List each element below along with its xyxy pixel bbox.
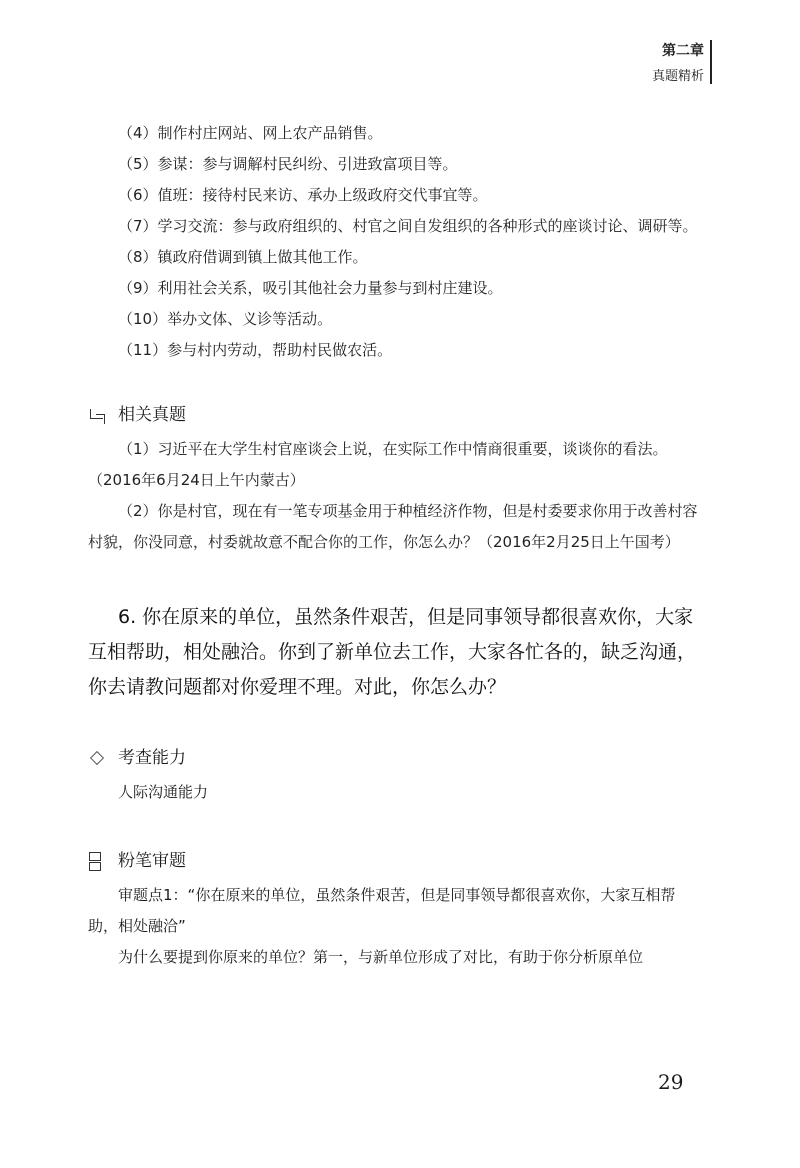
list-item: （5）参谋：参与调解村民纠纷、引进致富项目等。 (118, 155, 458, 173)
analysis-body: 为什么要提到你原来的单位？第一，与新单位形成了对比，有助于你分析原单位 (118, 948, 644, 966)
analysis-heading (88, 846, 700, 876)
ability-text: 人际沟通能力 (118, 783, 209, 801)
chapter-subtitle: 真题精析 (651, 69, 704, 84)
list-item: （4）制作村庄网站、网上农产品销售。 (118, 124, 383, 142)
chapter-title: 第二章 (662, 43, 704, 59)
analysis-point: 审题点1：“你在原来的单位，虽然条件艰苦，但是同事领导都很喜欢你，大家互相帮助，相处融洽” (88, 886, 676, 935)
section-marker-icon (88, 749, 106, 767)
related-heading-label: 相关真题 (118, 405, 186, 425)
page-content (88, 118, 700, 973)
list-item: （8）镇政府借调到镇上做其他工作。 (118, 248, 368, 266)
list-item: （11）参与村内劳动，帮助村民做农活。 (118, 341, 393, 359)
running-header (652, 38, 704, 90)
question-text: 6. 你在原来的单位，虽然条件艰苦，但是同事领导都很喜欢你，大家互相帮助，相处融洽。你到了新单位去工作，大家各忙各的，缺乏沟通，你去请教问题都对你爱理不理。对此，你怎么办？ (88, 606, 697, 698)
list-item: （6）值班：接待村民来访、承办上级政府交代事宜等。 (118, 186, 488, 204)
related-heading (88, 400, 700, 430)
related-item: （1）习近平在大学生村官座谈会上说，在实际工作中情商很重要，谈谈你的看法。（2016年6月24日上午内蒙古） (88, 440, 668, 489)
section-marker-icon (88, 406, 106, 424)
ability-heading-label: 考查能力 (118, 748, 186, 768)
header-rule (710, 40, 712, 84)
list-item: （9）利用社会关系，吸引其他社会力量参与到村庄建设。 (118, 279, 503, 297)
related-item: （2）你是村官，现在有一笔专项基金用于种植经济作物，但是村委要求你用于改善村容村貌，你没同意，村委就故意不配合你的工作，你怎么办？（2016年2月25日上午国考） (88, 502, 698, 551)
list-item: （7）学习交流：参与政府组织的、村官之间自发组织的各种形式的座谈讨论、调研等。 (118, 217, 698, 235)
duties-list (88, 118, 700, 366)
page-number: 29 (658, 1070, 684, 1094)
list-item: （10）举办文体、义诊等活动。 (118, 310, 333, 328)
section-marker-icon (88, 852, 106, 870)
ability-heading (88, 743, 700, 773)
analysis-heading-label: 粉笔审题 (118, 851, 186, 871)
